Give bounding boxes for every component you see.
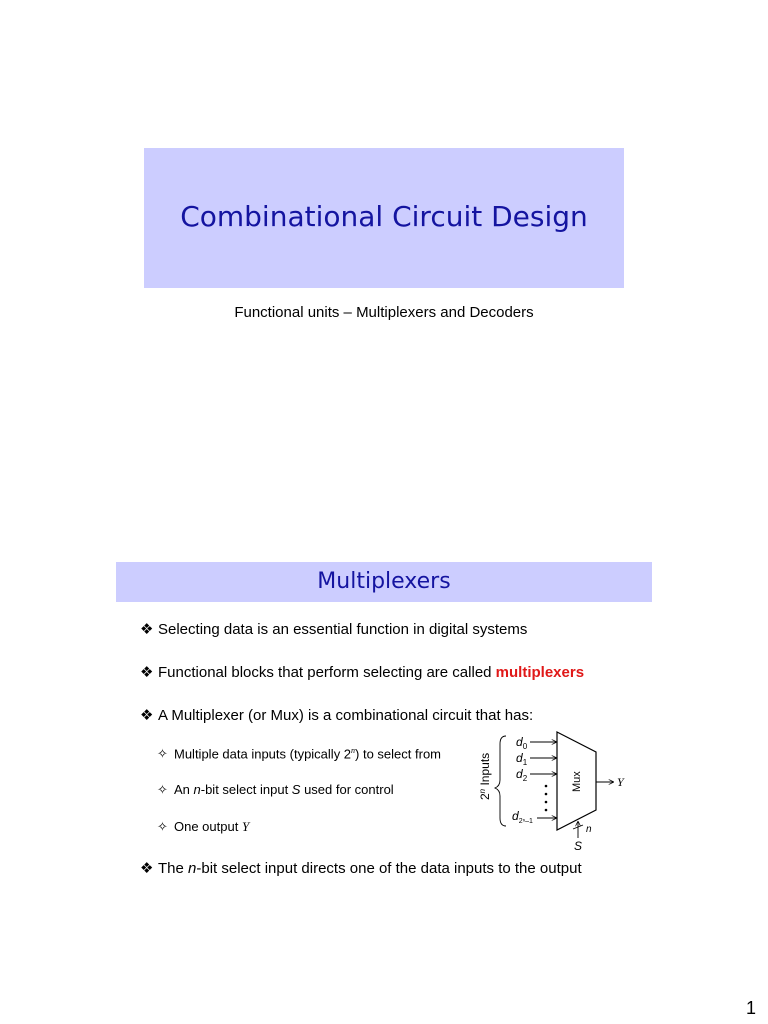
section-banner bbox=[116, 562, 652, 602]
select-label: S bbox=[574, 839, 583, 853]
sub-bullet-item: ✧ One output Y bbox=[157, 819, 250, 834]
bullet-item: ❖ The n-bit select input directs one of the data inputs to the output bbox=[140, 860, 582, 877]
diamond-bullet-icon: ❖ bbox=[140, 707, 154, 724]
mux-diagram bbox=[470, 728, 640, 856]
mux-block-label: Mux bbox=[571, 771, 583, 792]
star-bullet-icon: ✧ bbox=[157, 819, 168, 834]
page-number: 1 bbox=[745, 998, 756, 1018]
output-label: Y bbox=[617, 775, 624, 789]
ellipsis-dot bbox=[545, 809, 548, 812]
slide-title: Combinational Circuit Design bbox=[180, 200, 588, 233]
sub-bullet-item: ✧ An n-bit select input S used for control bbox=[157, 782, 394, 797]
diamond-bullet-icon: ❖ bbox=[140, 664, 154, 681]
diamond-bullet-icon: ❖ bbox=[140, 860, 154, 877]
inputs-label: 2$^n$ Inputs bbox=[478, 752, 492, 800]
star-bullet-icon: ✧ bbox=[157, 782, 168, 797]
sub-bullet-item: ✧ Multiple data inputs (typically 2$^n$) to select from bbox=[157, 746, 441, 762]
input-dn-label: $d_{2^n-1}$ bbox=[512, 809, 533, 825]
section-title: Multiplexers bbox=[317, 569, 451, 594]
slide-subtitle: Functional units – Multiplexers and Decoders bbox=[234, 304, 534, 321]
input-d2-label: $d_2$ bbox=[516, 767, 528, 783]
brace-icon bbox=[495, 736, 506, 826]
input-d0-label: $d_0$ bbox=[516, 735, 528, 751]
ellipsis-dot bbox=[545, 801, 548, 804]
star-bullet-icon: ✧ bbox=[157, 746, 168, 762]
ellipsis-dot bbox=[545, 785, 548, 788]
bullet-item: ❖ A Multiplexer (or Mux) is a combinational circuit that has: bbox=[140, 707, 534, 724]
diamond-bullet-icon: ❖ bbox=[140, 621, 154, 638]
bullet-item: ❖ Functional blocks that perform selecting are called multiplexers bbox=[140, 664, 585, 681]
title-slide-banner bbox=[144, 148, 624, 288]
bullet-item: ❖ Selecting data is an essential function in digital systems bbox=[140, 621, 528, 638]
highlight-term: multiplexers bbox=[495, 664, 585, 681]
input-d1-label: $d_1$ bbox=[516, 751, 528, 767]
select-width-label: n bbox=[586, 824, 592, 835]
ellipsis-dot bbox=[545, 793, 548, 796]
